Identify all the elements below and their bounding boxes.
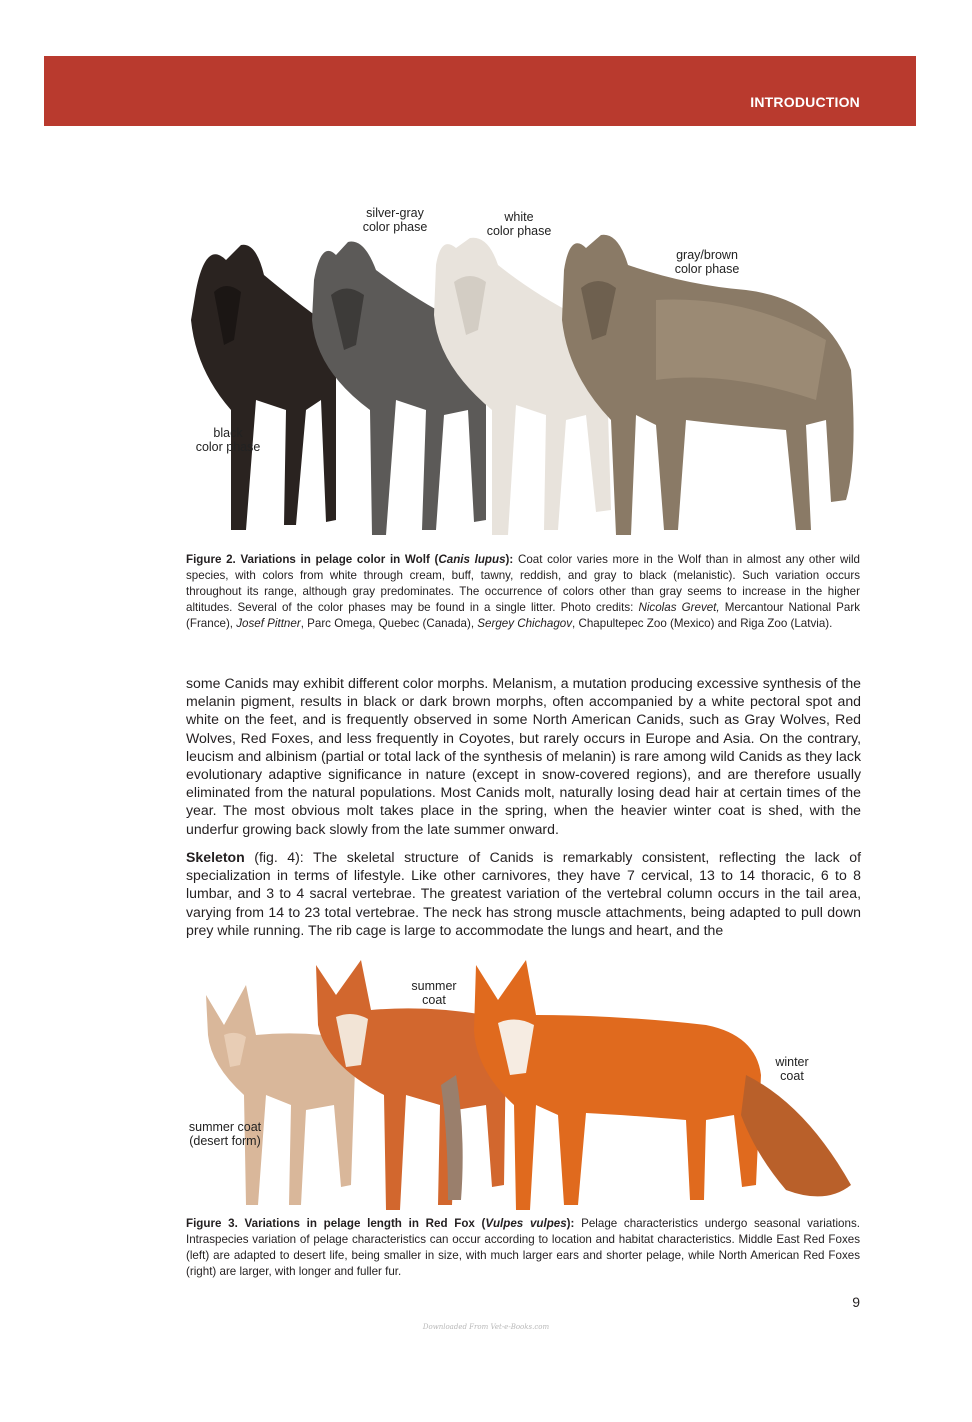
- figure-3-caption: Figure 3. Variations in pelage length in Red Fox (Vulpes vulpes): Pelage characteristics undergo seasonal variations. Intraspecies variation of pelage characteristics can occur according to location and habitat characteristics. Middle East Red Foxes (left) are adapted to desert life, being smaller in size, with much larger ears and shorter pelage, while North American Red Foxes (right) are larger, with longer and fuller fur.: [186, 1217, 860, 1278]
- caption-title: Figure 3. Variations in pelage length in Red Fox (Vulpes vulpes):: [186, 1217, 575, 1230]
- label-desert-form: summer coat (desert form): [188, 1120, 262, 1148]
- winter-coat-fox-figure: [474, 960, 851, 1210]
- label-silver-gray: silver-gray color phase: [362, 206, 428, 234]
- label-gray-brown: gray/brown color phase: [674, 248, 740, 276]
- foxes-illustration: [186, 955, 860, 1213]
- body-paragraph-1: some Canids may exhibit different color morphs. Melanism, a mutation producing excessive synthesis of the melanin pigment, results in black or dark brown morphs, often accompanied by a white pectoral spot and white on the feet, and is frequently observed in some North American Canids, such as Gray Wolves, Red Wolves, Red Foxes, and less frequently in Coyotes, but rarely occurs in Europe and Asia. On the contrary, leucism and albinism (partial or total lack of the synthesis of melanin) is rare among wild Canids as they lack evolutionary adaptive significance in nature (except in snow-covered regions), and are therefore usually eliminated from the natural populations. Most Canids molt, naturally losing dead hair at certain times of the year. The most obvious molt takes place in the spring, when the heavier winter coat is shed, with the underfur growing back slowly from the late summer onward.: [186, 675, 861, 837]
- figure-2-wolves: [186, 200, 860, 542]
- figure-2-caption: Figure 2. Variations in pelage color in Wolf (Canis lupus): Coat color varies more in the Wolf than in almost any other wild species, with colors from white through cream, buff, tawny, reddish, and gray to black (melanistic). Such variation occurs throughout its range, although gray predominates. The occurrence of colors other than gray seems to increase in the higher altitudes. Several of the color phases may be found in a single litter. Photo credits: Nicolas Grevet, Mercantour National Park (France), Josef Pittner, Parc Omega, Quebec (Canada), Sergey Chichagov, Chapultepec Zoo (Mexico) and Riga Zoo (Latvia).: [186, 553, 861, 630]
- watermark: Downloaded From Vet-e-Books.com: [422, 1323, 550, 1331]
- label-summer-coat: summer coat: [411, 979, 457, 1007]
- section-title: INTRODUCTION: [750, 94, 860, 110]
- body-paragraph-2: Skeleton (fig. 4): The skeletal structure of Canids is remarkably consistent, reflecting the lack of specialization in terms of lifestyle. Like other carnivores, they have 7 cervical, 13 to 14 thoracic, 6 to 8 lumbar, and 3 to 4 sacral vertebrae. The greatest variation of the vertebral column occurs in the tail area, varying from 14 to 23 total vertebrae. The neck has strong muscle attachments, being adapted to pull down prey while running. The rib cage is large to accommodate the lungs and heart, and the: [186, 849, 861, 938]
- label-white: white color phase: [486, 210, 552, 238]
- figure-3-foxes: [186, 955, 860, 1213]
- page-number: 9: [852, 1294, 860, 1310]
- label-black: black color phase: [195, 426, 261, 454]
- header-band: [44, 56, 916, 126]
- caption-title: Figure 2. Variations in pelage color in Wolf (Canis lupus):: [186, 553, 514, 566]
- wolves-illustration: [186, 200, 860, 542]
- paragraph-lead: Skeleton: [186, 849, 245, 865]
- label-winter-coat: winter coat: [775, 1055, 809, 1083]
